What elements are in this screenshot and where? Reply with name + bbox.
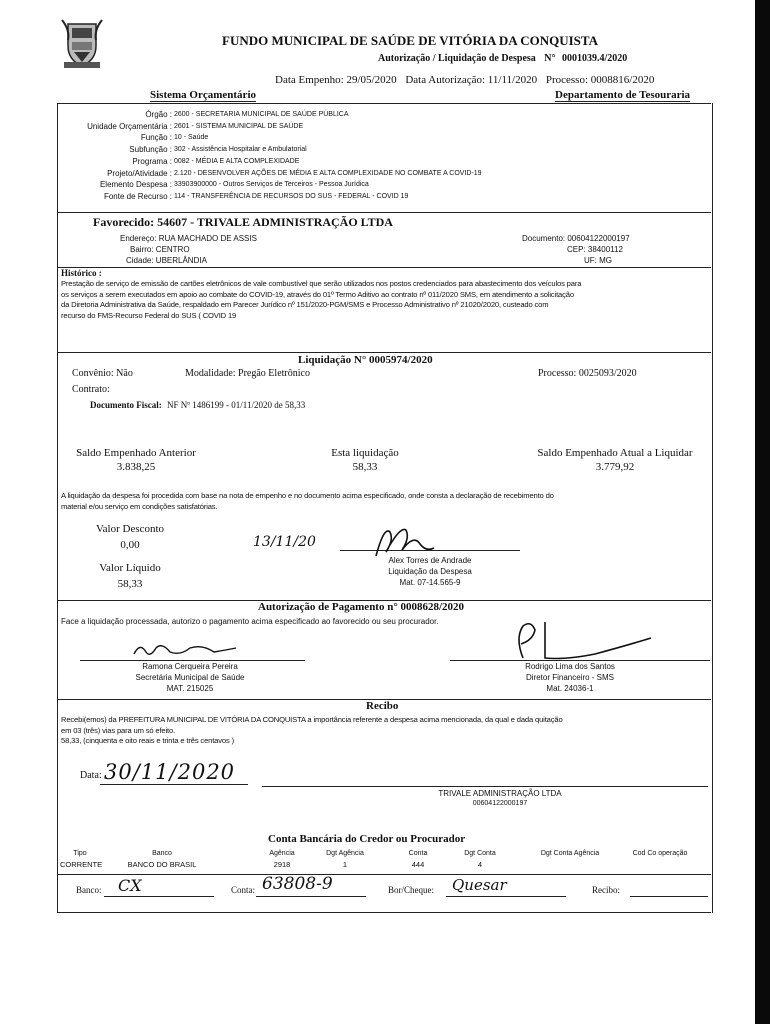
doc-type: [378, 53, 627, 64]
divider: [57, 352, 711, 353]
conta-header: Tipo: [73, 850, 87, 857]
conta-value: 2918: [273, 860, 291, 869]
saldo-atual-value: 3.779,92: [595, 461, 635, 473]
recibo-payee-doc: 00604122000197: [472, 800, 528, 807]
historico-line: Prestação de serviço de emissão de cartões eletrônicos de vale combustível que serão utilizados nos postos credenciados para abastecimento dos veículos para: [61, 279, 582, 288]
coat-of-arms-seal: [58, 16, 106, 70]
budget-label: Fonte de Recurso :: [103, 191, 172, 201]
budget-value: 0082 - MÉDIA E ALTA COMPLEXIDADE: [174, 157, 300, 165]
budget-value: 2.120 - DESENVOLVER AÇÕES DE MÉDIA E ALTA COMPLEXIDADE NO COMBATE A COVID-19: [174, 169, 482, 177]
recibo-title: Recibo: [366, 700, 399, 712]
favorecido-endereco: Endereço: RUA MACHADO DE ASSIS: [120, 234, 257, 243]
banco-line: [104, 896, 214, 897]
saldo-anterior-value: 3.838,25: [116, 461, 156, 473]
historico-line: da Diretoria Administrativa da Saúde, respaldado em Parecer Jurídico nº 151/2020-PGM/SMS e Processo Administrativo nº 21020/2020, custeado com: [61, 300, 549, 309]
autorizacao-date: Data Autorização: 11/11/2020: [405, 74, 538, 86]
empenho-date: Data Empenho: 29/05/2020: [275, 74, 397, 86]
favorecido-documento: Documento: 00604122000197: [522, 234, 630, 243]
conta-line: [256, 896, 366, 897]
budget-value: 302 - Assistência Hospitalar e Ambulatorial: [174, 146, 307, 154]
secretaria-signature-line: [80, 660, 305, 661]
conta-value: CORRENTE: [60, 860, 103, 869]
handwritten-date: 13/11/20: [253, 534, 316, 550]
statement-line: material e/ou serviço em condições satisfatórias.: [61, 501, 218, 511]
conta-title: Conta Bancária do Credor ou Procurador: [268, 833, 466, 845]
banco-label: Banco:: [76, 885, 102, 895]
favorecido-title: Favorecido: 54607 - TRIVALE ADMINISTRAÇÃO LTDA: [93, 215, 393, 229]
favorecido-cep: CEP: 38400112: [567, 245, 623, 254]
doc-type-label: Autorização / Liquidação de Despesa: [378, 53, 536, 64]
cheque-line: [446, 896, 566, 897]
cheque-handwritten: Quesar: [452, 876, 507, 894]
liquidacao-sig-name: Alex Torres de Andrade: [388, 556, 472, 565]
modalidade: Modalidade: Pregão Eletrônico: [185, 368, 310, 379]
conta-header: Cod Co operação: [632, 850, 688, 857]
favorecido-uf: UF: MG: [584, 256, 612, 265]
budget-label: Órgão :: [145, 110, 172, 119]
recibo-line: Recebi(emos) da PREFEITURA MUNICIPAL DE VITÓRIA DA CONQUISTA a importância referente a despesa acima mencionada, da qual e dada quitação: [61, 715, 563, 724]
cheque-label: Bor/Cheque:: [388, 885, 434, 895]
budget-label: Função :: [140, 133, 172, 143]
budget-value: 10 - Saúde: [174, 134, 209, 142]
recibo-line: 58,33, (cinquenta e oito reais e trinta e três centavos ): [61, 736, 234, 745]
secretaria-role: Secretária Municipal de Saúde: [135, 673, 245, 682]
diretor-signature: [505, 618, 655, 664]
favorecido-bairro: Bairro: CENTRO: [130, 245, 190, 254]
divider: [57, 212, 711, 213]
doc-number: 0001039.4/2020: [562, 53, 628, 64]
recibo-payee: TRIVALE ADMINISTRAÇÃO LTDA: [438, 789, 562, 798]
liquido-label: Valor Líquido: [99, 562, 161, 574]
convenio: Convênio: Não: [72, 368, 133, 379]
system-name: Sistema Orçamentário: [150, 89, 256, 101]
conta-value: 444: [411, 860, 425, 869]
budget-label: Unidade Orçamentária :: [87, 121, 172, 131]
recibo-line: em 03 (três) vias para um só efeito.: [61, 725, 176, 735]
secretaria-name: Ramona Cerqueira Pereira: [142, 662, 238, 671]
historico-line: recurso do FMS-Recurso Federal do SUS ( COVID 19: [61, 310, 237, 320]
liquidacao-sig-mat: Mat. 07-14.565-9: [399, 578, 461, 587]
dates-line: [275, 74, 654, 86]
divider: [57, 267, 711, 268]
esta-liquidacao-label: Esta liquidação: [331, 447, 399, 459]
statement-line: A liquidação da despesa foi procedida com base na nota de empenho e no documento acima especificado, onde consta a declaração de recebimento do: [61, 491, 554, 500]
conta-header: Banco: [152, 850, 172, 857]
scan-edge: [755, 0, 770, 1024]
documento-fiscal-label: Documento Fiscal:: [90, 400, 162, 410]
liquidacao-title: Liquidação N° 0005974/2020: [298, 354, 433, 366]
pagamento-title: Autorização de Pagamento n° 0008628/2020: [258, 601, 465, 613]
recibo-data-handwritten: 30/11/2020: [104, 760, 236, 784]
secretaria-signature: [130, 636, 240, 662]
header-processo: Processo: 0008816/2020: [545, 74, 655, 86]
secretaria-mat: MAT. 215025: [166, 684, 214, 693]
conta-header: Dgt Conta Agência: [540, 850, 600, 857]
diretor-name: Rodrigo Lima dos Santos: [525, 662, 615, 671]
documento-fiscal-value: NF Nº 1486199 - 01/11/2020 de 58,33: [167, 400, 306, 410]
favorecido-cidade: Cidade: UBERLÂNDIA: [126, 256, 207, 265]
historico-line: os serviços a serem executados em apoio ao combate do COVID-19, através do 01º Termo Aditivo ao contrato nº 011/2020 SMS, em atendimento a solicitação: [61, 289, 574, 299]
budget-label: Elemento Despesa :: [99, 180, 172, 190]
recibo-date-line: [100, 784, 248, 785]
budget-value: 114 - TRANSFERÊNCIA DE RECURSOS DO SUS - FEDERAL - COVID 19: [174, 192, 409, 200]
documento-fiscal: [90, 400, 305, 410]
doc-number-label: N°: [544, 53, 556, 64]
desconto-label: Valor Desconto: [95, 523, 165, 535]
recibo-signature-line: [262, 786, 708, 787]
diretor-signature-line: [450, 660, 710, 661]
pagamento-text: Face a liquidação processada, autorizo o pagamento acima especificado ao favorecido ou seu procurador.: [61, 617, 439, 626]
budget-value: 2601 - SISTEMA MUNICIPAL DE SAÚDE: [174, 122, 304, 130]
page-title: FUNDO MUNICIPAL DE SAÚDE DE VITÓRIA DA CONQUISTA: [222, 33, 598, 48]
liquido-value: 58,33: [117, 578, 143, 590]
budget-value: 2600 - SECRETARIA MUNICIPAL DE SAÚDE PÚBLICA: [174, 111, 349, 118]
header-rule: [57, 103, 711, 104]
conta-label: Conta:: [231, 885, 255, 895]
saldo-anterior-label: Saldo Empenhado Anterior: [76, 447, 196, 459]
conta-header: Dgt Conta: [464, 850, 496, 857]
budget-label: Subfunção :: [129, 145, 172, 155]
conta-handwritten: 63808-9: [262, 874, 333, 894]
recibo-field-line: [630, 896, 708, 897]
contrato: Contrato:: [72, 384, 110, 395]
budget-label: Projeto/Atividade :: [107, 168, 172, 178]
historico-label: Histórico :: [61, 268, 102, 278]
conta-header: Agência: [269, 850, 295, 857]
diretor-role: Diretor Financeiro - SMS: [525, 673, 615, 682]
diretor-mat: Mat. 24036-1: [546, 684, 594, 693]
conta-header: Dgt Agência: [326, 850, 364, 857]
desconto-value: 0,00: [120, 539, 140, 551]
esta-liquidacao-value: 58,33: [352, 461, 378, 473]
department-name: Departamento de Tesouraria: [555, 89, 691, 101]
banco-handwritten: CX: [118, 876, 142, 895]
conta-header: Conta: [408, 850, 428, 857]
conta-value: 1: [342, 860, 348, 869]
budget-value: 33903900000 - Outros Serviços de Terceiros - Pessoa Jurídica: [174, 181, 369, 189]
saldo-atual-label: Saldo Empenhado Atual a Liquidar: [537, 447, 693, 459]
conta-value: 4: [477, 860, 483, 869]
liquidacao-processo: Processo: 0025093/2020: [538, 368, 637, 379]
bottom-rule: [57, 912, 711, 913]
liquidacao-sig-role: Liquidação da Despesa: [388, 567, 472, 576]
recibo-field-label: Recibo:: [592, 885, 620, 895]
budget-label: Programa :: [132, 156, 172, 166]
divider: [57, 874, 711, 875]
conta-value: BANCO DO BRASIL: [127, 860, 197, 869]
recibo-data-label: Data:: [80, 770, 102, 781]
